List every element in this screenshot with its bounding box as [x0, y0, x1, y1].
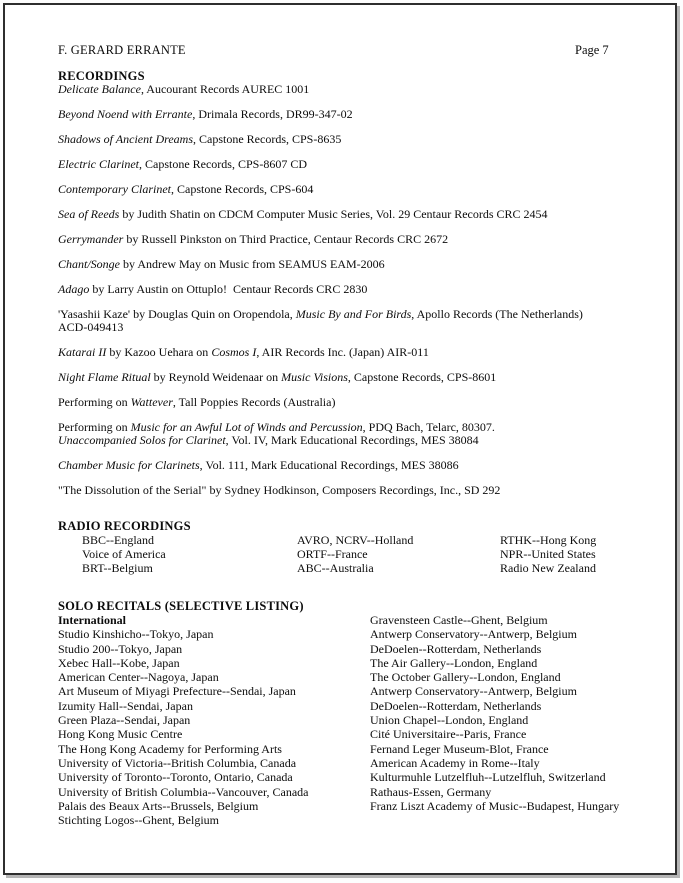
- solo-venue: Studio 200--Tokyo, Japan: [58, 641, 183, 656]
- solo-venue: Cité Universitaire--Paris, France: [370, 727, 527, 742]
- recording-text: by Larry Austin on Ottuplo! Centaur Records CRC 2830: [89, 282, 368, 296]
- recording-entry: [58, 371, 663, 384]
- recordings-title: RECORDINGS: [58, 69, 145, 83]
- recording-entry: [58, 308, 663, 334]
- recording-entry: [58, 108, 663, 121]
- recording-entry: [58, 459, 663, 472]
- page-number: Page 7: [575, 43, 609, 57]
- radio-station: NPR--United States: [500, 547, 596, 561]
- recording-title-italic: Adago: [58, 282, 90, 296]
- recording-entry: [58, 208, 663, 221]
- radio-row: [58, 547, 663, 561]
- recording-text: Performing on: [58, 395, 131, 409]
- solo-venue: Gravensteen Castle--Ghent, Belgium: [370, 613, 548, 627]
- recording-title-italic: Night Flame Ritual: [58, 370, 151, 384]
- solo-venue: Studio Kinshicho--Tokyo, Japan: [58, 627, 214, 642]
- solo-venue: Rathaus-Essen, Germany: [370, 784, 492, 799]
- radio-station: Voice of America: [82, 547, 166, 561]
- solo-recitals-title: SOLO RECITALS (SELECTIVE LISTING): [58, 599, 304, 613]
- radio-station: BBC--England: [82, 533, 154, 547]
- recording-title-italic: Katarai II: [58, 345, 107, 359]
- radio-recordings-title: RADIO RECORDINGS: [58, 519, 191, 533]
- recording-text: Performing on: [58, 420, 131, 434]
- recording-title-italic: Contemporary Clarinet: [58, 182, 171, 196]
- solo-recitals-right-column: [370, 613, 663, 813]
- recording-title-italic: Electric Clarinet: [58, 157, 139, 171]
- solo-venue: American Center--Nagoya, Japan: [58, 670, 219, 685]
- recording-entry: [58, 158, 663, 171]
- solo-subheader-international: International: [58, 613, 127, 627]
- recording-text: by Andrew May on Music from SEAMUS EAM-2006: [120, 257, 385, 271]
- solo-venue: The Hong Kong Academy for Performing Arts: [58, 741, 282, 756]
- recording-title-italic: Sea of Reeds: [58, 207, 120, 221]
- document-page: [3, 3, 677, 875]
- solo-venue: The October Gallery--London, England: [370, 670, 561, 685]
- solo-venue: Stichting Logos--Ghent, Belgium: [58, 813, 219, 828]
- recording-text: , Vol. IV, Mark Educational Recordings, MES 38084: [225, 433, 479, 447]
- recording-entry: [58, 83, 663, 96]
- solo-venue: Hong Kong Music Centre: [58, 727, 183, 742]
- recording-text: , Apollo Records (The Netherlands): [411, 307, 583, 321]
- solo-venue: University of British Columbia--Vancouver, Canada: [58, 784, 309, 799]
- recording-text: 'Yasashii Kaze' by Douglas Quin on Oropendola,: [58, 307, 296, 321]
- solo-venue: Kulturmuhle Lutzelfluh--Lutzelfluh, Switzerland: [370, 770, 606, 785]
- recording-title-italic: Music By and For Birds: [295, 307, 412, 321]
- recording-text: , Aucourant Records AUREC 1001: [140, 82, 310, 96]
- recording-title-italic: Delicate Balance: [58, 82, 141, 96]
- radio-station: BRT--Belgium: [82, 561, 153, 575]
- solo-venue: Union Chapel--London, England: [370, 713, 529, 728]
- recording-text: , Capstone Records, CPS-8635: [193, 132, 342, 146]
- radio-row: [58, 533, 663, 547]
- section-radio-recordings: [58, 519, 663, 575]
- solo-venue: Izumity Hall--Sendai, Japan: [58, 698, 193, 713]
- recording-title-italic: Shadows of Ancient Dreams: [58, 132, 193, 146]
- section-solo-recitals: [58, 599, 663, 827]
- recording-title-italic: Cosmos I: [211, 345, 257, 359]
- recording-text: by Kazoo Uehara on: [106, 345, 212, 359]
- recording-text: , Capstone Records, CPS-604: [171, 182, 314, 196]
- solo-venue: Art Museum of Miyagi Prefecture--Sendai, Japan: [58, 684, 296, 699]
- recording-text: , Vol. 111, Mark Educational Recordings, MES 38086: [199, 458, 459, 472]
- radio-station: Radio New Zealand: [500, 561, 596, 575]
- recordings-list: [58, 83, 663, 497]
- recording-text: , Drimala Records, DR99-347-02: [192, 107, 353, 121]
- recording-title-italic: Chamber Music for Clarinets: [58, 458, 200, 472]
- solo-venue: Palais des Beaux Arts--Brussels, Belgium: [58, 798, 259, 813]
- solo-venue: Xebec Hall--Kobe, Japan: [58, 655, 180, 670]
- recording-entry: [58, 258, 663, 271]
- recording-title-italic: Chant/Songe: [58, 257, 120, 271]
- recording-entry: [58, 396, 663, 409]
- recording-text: by Reynold Weidenaar on: [150, 370, 282, 384]
- recording-text: , Tall Poppies Records (Australia): [172, 395, 336, 409]
- recording-title-italic: Music Visions: [281, 370, 348, 384]
- solo-venue: University of Toronto--Toronto, Ontario, Canada: [58, 770, 293, 785]
- solo-recitals-left-column: [58, 613, 368, 827]
- solo-venue: The Air Gallery--London, England: [370, 655, 538, 670]
- radio-station: AVRO, NCRV--Holland: [297, 533, 414, 547]
- section-recordings: [58, 70, 663, 509]
- recording-text: , Capstone Records, CPS-8607 CD: [138, 157, 307, 171]
- recording-entry: [58, 421, 663, 447]
- recording-text: by Russell Pinkston on Third Practice, Centaur Records CRC 2672: [123, 232, 449, 246]
- solo-venue: Antwerp Conservatory--Antwerp, Belgium: [370, 627, 577, 642]
- solo-venue: Antwerp Conservatory--Antwerp, Belgium: [370, 684, 577, 699]
- solo-venue: DeDoelen--Rotterdam, Netherlands: [370, 698, 542, 713]
- solo-venue: Green Plaza--Sendai, Japan: [58, 713, 191, 728]
- recording-text: , AIR Records Inc. (Japan) AIR-011: [256, 345, 429, 359]
- solo-venue: Fernand Leger Museum-Blot, France: [370, 741, 549, 756]
- radio-station: ABC--Australia: [297, 561, 374, 575]
- solo-venue: American Academy in Rome--Italy: [370, 755, 540, 770]
- recording-title-italic: Wattever: [130, 395, 173, 409]
- recording-entry: [58, 283, 663, 296]
- recording-title-italic: Beyond Noend with Errante: [58, 107, 193, 121]
- solo-venue: University of Victoria--British Columbia, Canada: [58, 755, 297, 770]
- solo-venue: Franz Liszt Academy of Music--Budapest, Hungary: [370, 798, 620, 813]
- recording-text: "The Dissolution of the Serial" by Sydney Hodkinson, Composers Recordings, Inc., SD 292: [58, 483, 501, 497]
- recording-text: , Capstone Records, CPS-8601: [347, 370, 497, 384]
- recording-text: by Judith Shatin on CDCM Computer Music Series, Vol. 29 Centaur Records CRC 2454: [119, 207, 548, 221]
- recording-entry: [58, 233, 663, 246]
- recording-title-italic: Unaccompanied Solos for Clarinet: [58, 433, 226, 447]
- radio-recordings-table: [58, 533, 663, 575]
- radio-row: [58, 561, 663, 575]
- solo-recitals-columns: [58, 613, 663, 827]
- recording-entry: [58, 346, 663, 359]
- recording-entry: [58, 133, 663, 146]
- recording-title-italic: Gerrymander: [58, 232, 124, 246]
- solo-venue: DeDoelen--Rotterdam, Netherlands: [370, 641, 542, 656]
- recording-text: ACD-049413: [58, 320, 124, 334]
- recording-title-italic: Music for an Awful Lot of Winds and Percussion: [130, 420, 363, 434]
- radio-station: RTHK--Hong Kong: [500, 533, 597, 547]
- recording-entry: [58, 484, 663, 497]
- recording-entry: [58, 183, 663, 196]
- radio-station: ORTF--France: [297, 547, 368, 561]
- header-name: F. GERARD ERRANTE: [58, 43, 186, 57]
- recording-text: , PDQ Bach, Telarc, 80307.: [362, 420, 495, 434]
